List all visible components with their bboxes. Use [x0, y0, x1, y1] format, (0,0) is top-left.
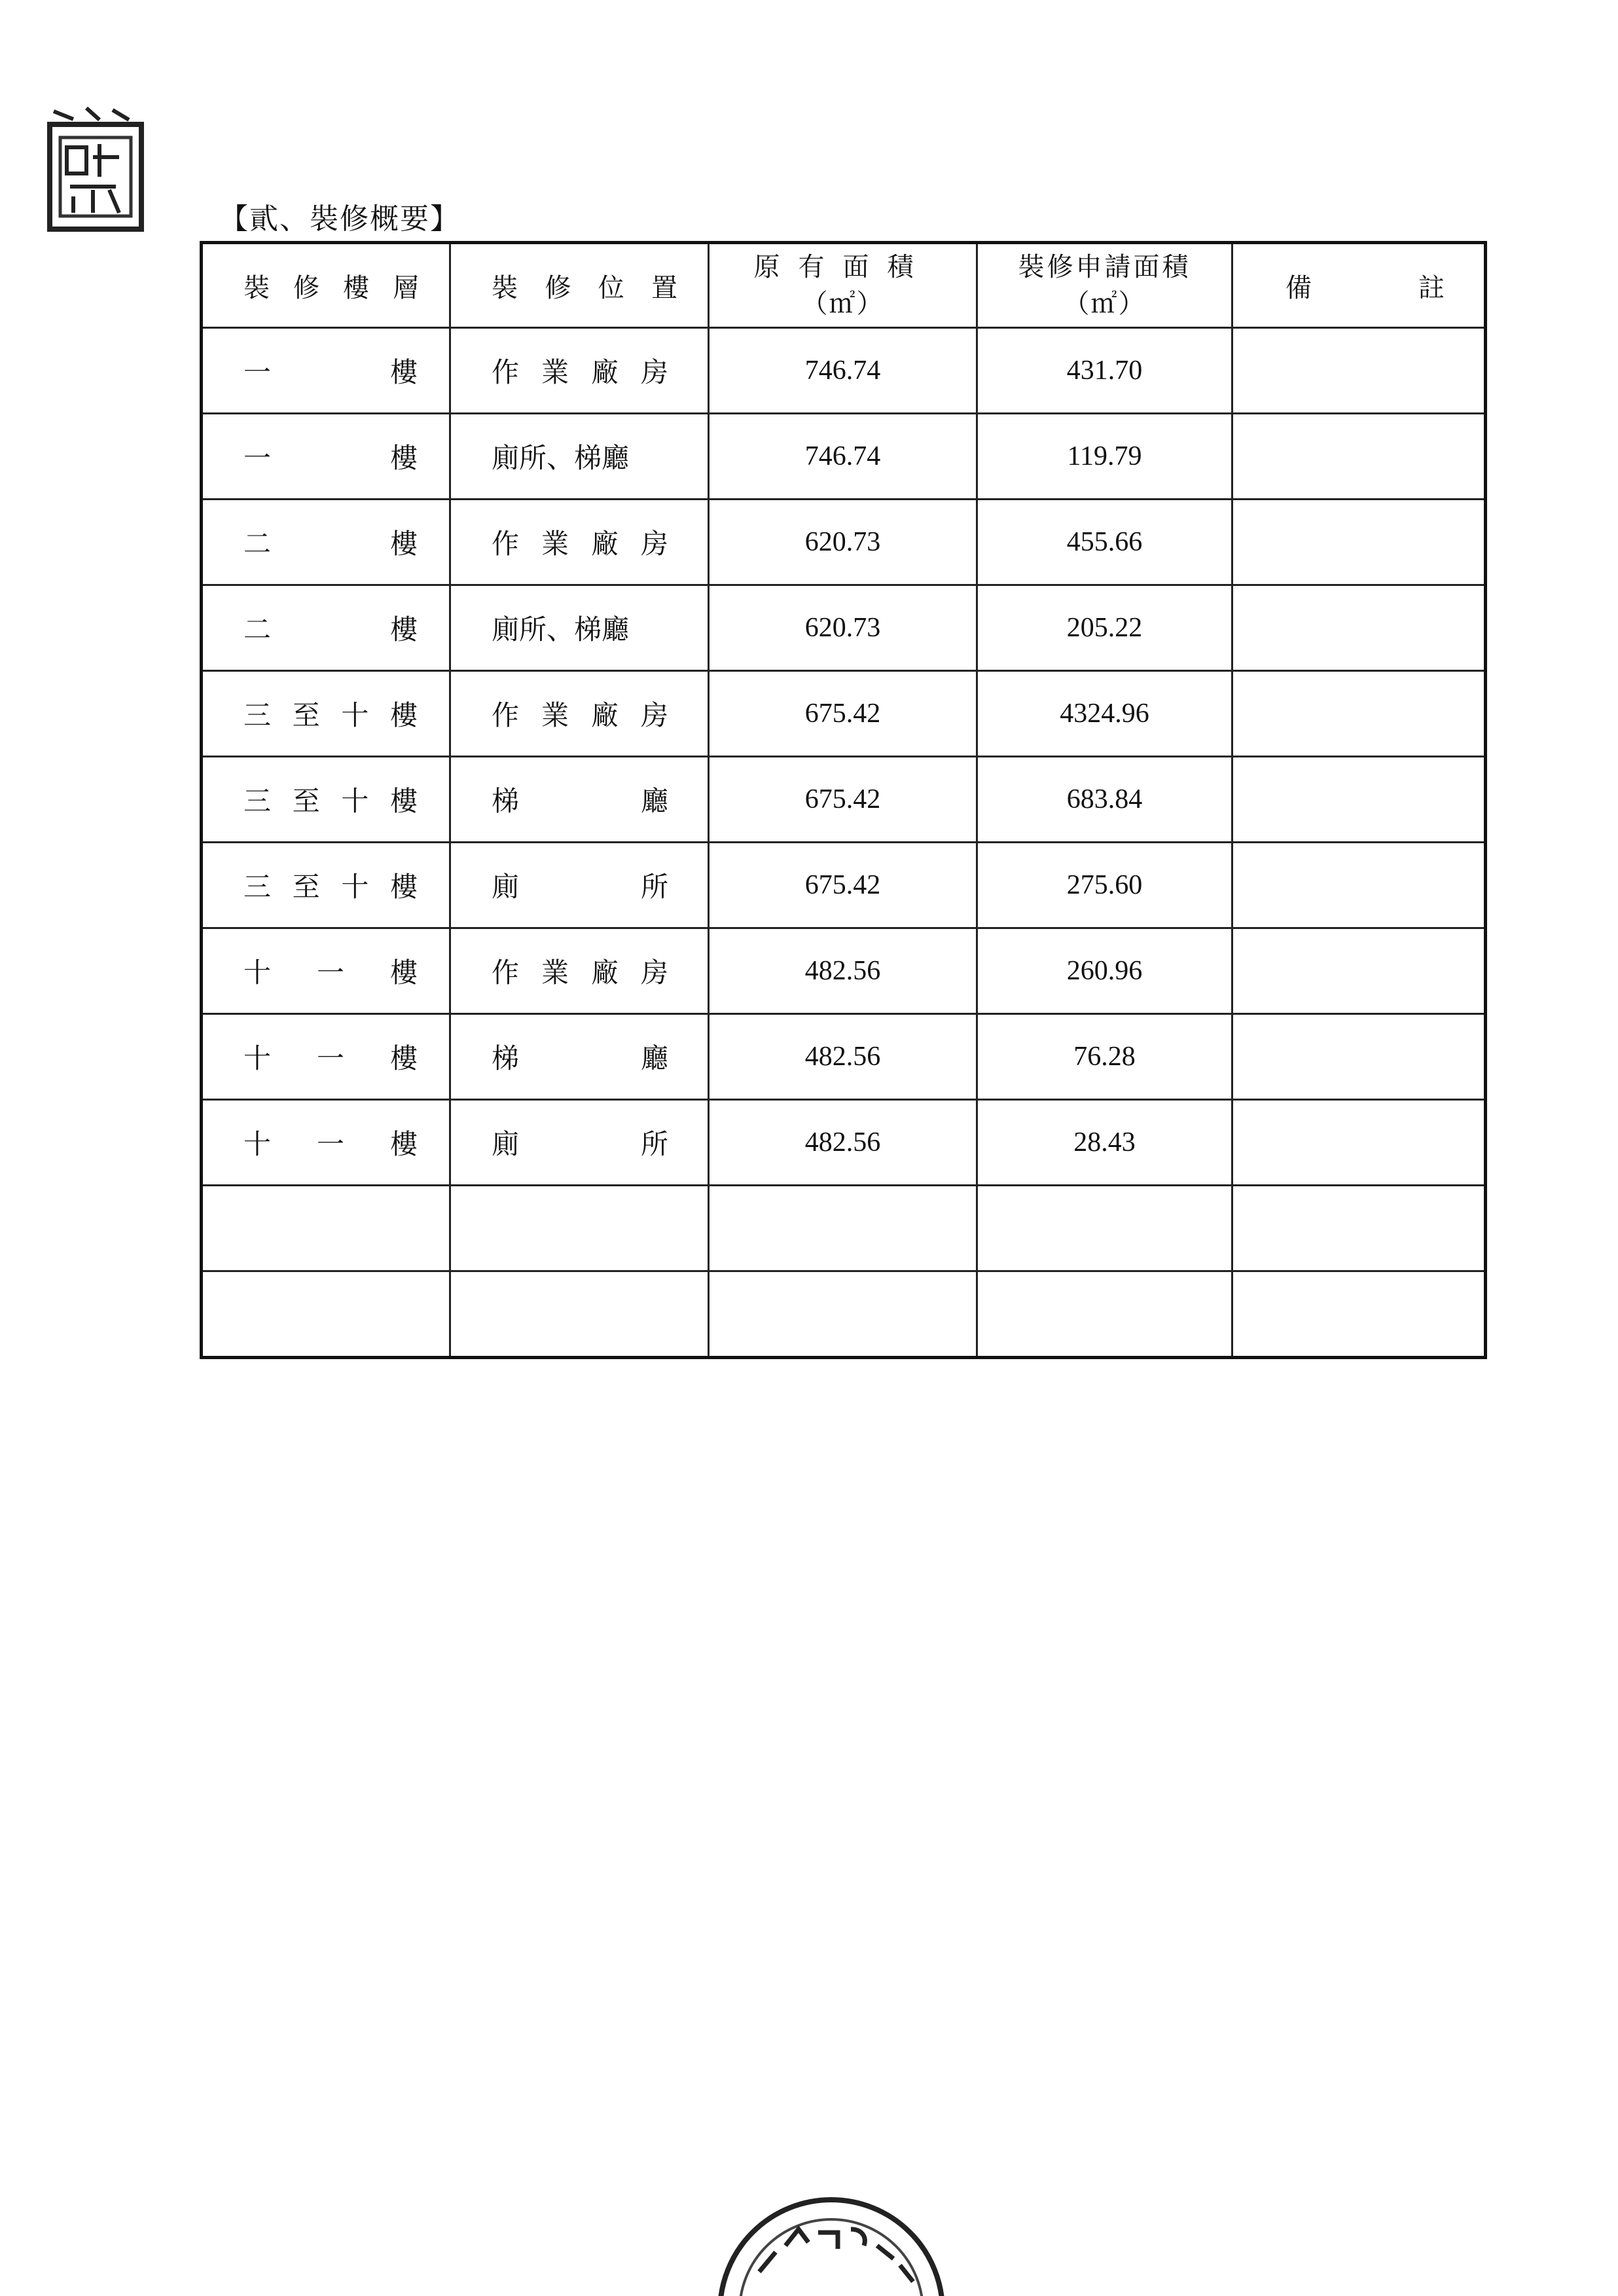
remarks-cell — [1232, 328, 1486, 414]
table-row — [202, 1186, 1486, 1271]
remarks-cell — [1232, 843, 1486, 928]
floor-cell: 二樓 — [202, 500, 450, 585]
floor-cell: 十一樓 — [202, 1014, 450, 1100]
table-row — [202, 928, 1486, 1014]
applied-area-cell: 275.60 — [977, 843, 1232, 928]
remarks-cell — [1232, 757, 1486, 843]
remarks-cell — [1232, 1100, 1486, 1186]
original-area-cell: 620.73 — [709, 585, 977, 671]
original-area-cell: 620.73 — [709, 500, 977, 585]
location-cell — [450, 1271, 709, 1358]
original-area-cell: 675.42 — [709, 671, 977, 757]
location-cell: 廁所 — [450, 1100, 709, 1186]
floor-cell: 三至十樓 — [202, 843, 450, 928]
header-remarks: 備註 — [1232, 243, 1486, 328]
floor-cell: 十一樓 — [202, 928, 450, 1014]
original-area-cell: 482.56 — [709, 1100, 977, 1186]
original-area-cell: 746.74 — [709, 414, 977, 500]
applied-area-cell: 4324.96 — [977, 671, 1232, 757]
remarks-cell — [1232, 500, 1486, 585]
original-area-cell — [709, 1271, 977, 1358]
applied-area-cell: 431.70 — [977, 328, 1232, 414]
table-row — [202, 328, 1486, 414]
table-header-row — [202, 243, 1486, 328]
table-row — [202, 500, 1486, 585]
header-applied-area-label: 裝修申請面積 — [1018, 252, 1191, 282]
applied-area-cell: 683.84 — [977, 757, 1232, 843]
floor-cell: 二樓 — [202, 585, 450, 671]
remarks-cell — [1232, 1014, 1486, 1100]
floor-cell: 一樓 — [202, 414, 450, 500]
floor-cell: 一樓 — [202, 328, 450, 414]
table-row — [202, 585, 1486, 671]
floor-cell: 三至十樓 — [202, 757, 450, 843]
table-row — [202, 414, 1486, 500]
header-original-area-label: 原有面積 — [753, 252, 932, 282]
applied-area-cell: 119.79 — [977, 414, 1232, 500]
header-floor: 裝修樓層 — [202, 243, 450, 328]
original-area-cell: 482.56 — [709, 928, 977, 1014]
applied-area-cell: 76.28 — [977, 1014, 1232, 1100]
table-row — [202, 1271, 1486, 1358]
original-area-cell: 482.56 — [709, 1014, 977, 1100]
applied-area-cell: 260.96 — [977, 928, 1232, 1014]
header-original-area-unit: （㎡） — [801, 289, 884, 319]
table-row — [202, 671, 1486, 757]
location-cell: 作業廠房 — [450, 500, 709, 585]
applied-area-cell: 28.43 — [977, 1100, 1232, 1186]
renovation-summary-table — [200, 241, 1487, 1359]
table-row — [202, 757, 1486, 843]
remarks-cell — [1232, 671, 1486, 757]
location-cell: 梯廳 — [450, 757, 709, 843]
location-cell: 梯廳 — [450, 1014, 709, 1100]
location-cell: 廁所 — [450, 843, 709, 928]
location-cell — [450, 1186, 709, 1271]
floor-cell — [202, 1186, 450, 1271]
location-cell: 廁所、梯廳 — [450, 414, 709, 500]
header-original-area — [709, 243, 977, 328]
original-area-cell: 675.42 — [709, 757, 977, 843]
applied-area-cell — [977, 1186, 1232, 1271]
table-row — [202, 1100, 1486, 1186]
header-location: 裝修位置 — [450, 243, 709, 328]
seal-stamp-bottom — [713, 2160, 949, 2296]
remarks-cell — [1232, 585, 1486, 671]
location-cell: 作業廠房 — [450, 671, 709, 757]
section-title: 【貳、裝修概要】 — [219, 202, 460, 236]
table-row — [202, 1014, 1486, 1100]
seal-stamp-top-left — [47, 105, 145, 236]
table-row — [202, 843, 1486, 928]
applied-area-cell: 455.66 — [977, 500, 1232, 585]
applied-area-cell — [977, 1271, 1232, 1358]
original-area-cell: 746.74 — [709, 328, 977, 414]
location-cell: 作業廠房 — [450, 328, 709, 414]
remarks-cell — [1232, 414, 1486, 500]
location-cell: 作業廠房 — [450, 928, 709, 1014]
floor-cell: 十一樓 — [202, 1100, 450, 1186]
remarks-cell — [1232, 1271, 1486, 1358]
header-applied-area — [977, 243, 1232, 328]
remarks-cell — [1232, 928, 1486, 1014]
header-applied-area-unit: （㎡） — [1063, 289, 1146, 319]
floor-cell: 三至十樓 — [202, 671, 450, 757]
original-area-cell: 675.42 — [709, 843, 977, 928]
floor-cell — [202, 1271, 450, 1358]
applied-area-cell: 205.22 — [977, 585, 1232, 671]
original-area-cell — [709, 1186, 977, 1271]
remarks-cell — [1232, 1186, 1486, 1271]
location-cell: 廁所、梯廳 — [450, 585, 709, 671]
